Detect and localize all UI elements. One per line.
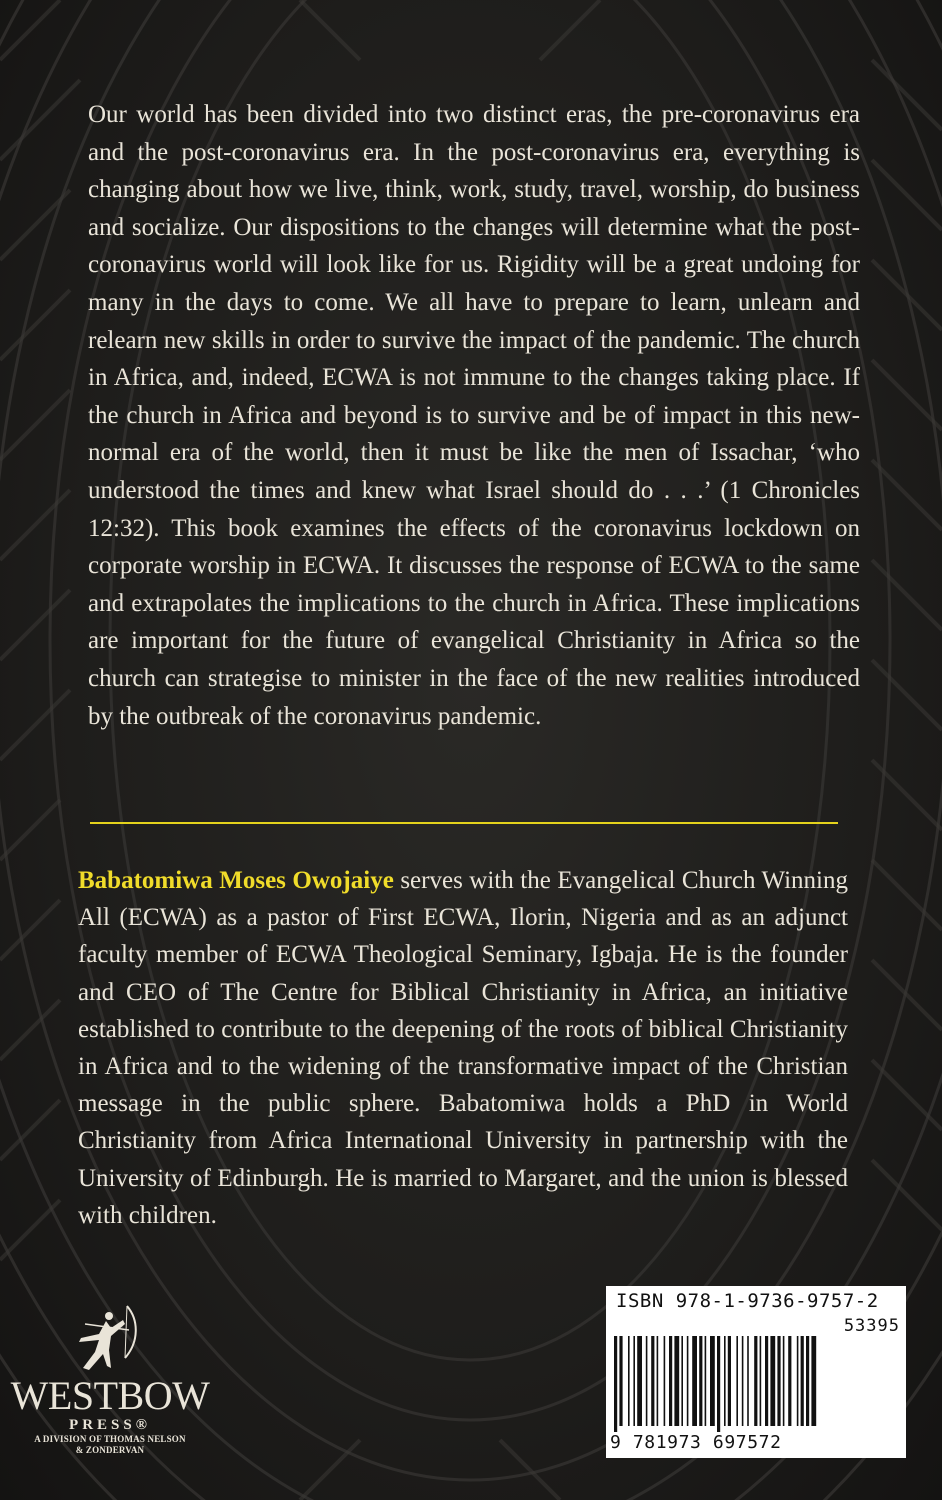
author-bio-text: serves with the Evangelical Church Winning All (ECWA) as a pastor of First ECWA, Ilorin, Nigeria and as an adjunct faculty member of ECWA Theological Seminary, Igbaja. He is the founder and CEO of The Centre for Biblical Christianity in Africa, an initiative established to contribute to the deepening of the roots of biblical Christianity in Africa and to the widening of the transformative impact of the Christian message in the public sphere. Babatomiwa holds a PhD in World Christianity from Africa International University in partnership with the University of Edinburgh. He is married to Margaret, and the union is blessed with children. (78, 867, 849, 1229)
author-bio (78, 862, 848, 1234)
publisher-press: PRESS® (69, 1417, 151, 1433)
price-code: 53395 (843, 1316, 900, 1336)
publisher-name: WESTBOW (10, 1373, 210, 1418)
yellow-divider (90, 822, 838, 824)
isbn-number: ISBN 978-1-9736-9757-2 (616, 1290, 879, 1312)
publisher-tagline-2: & ZONDERVAN (75, 1445, 145, 1455)
publisher-tagline-1: A DIVISION OF THOMAS NELSON (34, 1434, 186, 1444)
barcode-icon (612, 1336, 900, 1432)
book-description: Our world has been divided into two distinct eras, the pre-coronavirus era and the post-coronavirus era. In the post-coronavirus era, everything is changing about how we live, think, work, study, travel, worship, do business and socialize. Our dispositions to the changes will determine what the post-coronavirus world will look like for us. Rigidity will be a great undoing for many in the days to come. We all have to prepare to learn, unlearn and relearn new skills in order to survive the impact of the pandemic. The church in Africa, and, indeed, ECWA is not immune to the changes taking place. If the church in Africa and beyond is to survive and be of impact in this new-normal era of the world, then it must be like the men of Issachar, ‘who understood the times and knew what Israel should do . . .’ (1 Chronicles 12:32). This book examines the effects of the coronavirus lockdown on corporate worship in ECWA. It discusses the response of ECWA to the same and extrapolates the implications to the church in Africa. These implications are important for the future of evangelical Christianity in Africa so the church can strategise to minister in the face of the new realities introduced by the outbreak of the coronavirus pandemic. (88, 101, 860, 730)
archer-icon (65, 1302, 155, 1374)
publisher-logo (0, 1302, 220, 1455)
author-name: Babatomiwa Moses Owojaiye (78, 867, 394, 894)
barcode-label (606, 1286, 906, 1458)
ean-number: 9 781973 697572 (610, 1432, 782, 1453)
